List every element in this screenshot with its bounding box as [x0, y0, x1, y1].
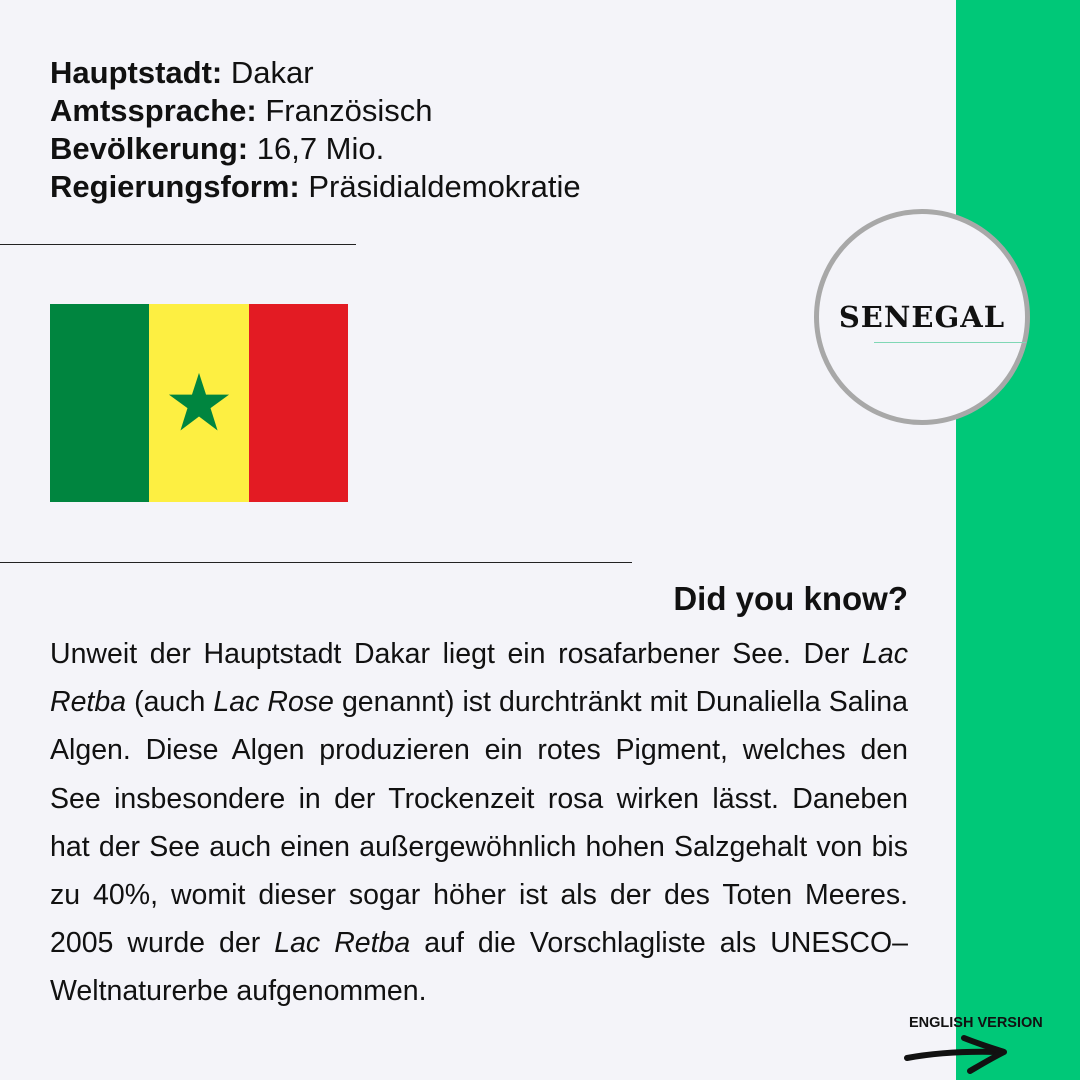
country-name: SENEGAL [838, 300, 1006, 334]
flag-band-green [50, 304, 149, 502]
green-side-bar [956, 0, 1080, 1080]
arrow-right-icon[interactable] [904, 1034, 1010, 1074]
did-you-know-title: Did you know? [673, 580, 908, 617]
fact-language: Amtssprache: Französisch [50, 93, 433, 128]
divider-middle [0, 562, 632, 563]
fact-population: Bevölkerung: 16,7 Mio. [50, 131, 385, 166]
fact-capital: Hauptstadt: Dakar [50, 55, 314, 90]
badge-underline [874, 342, 1026, 343]
country-badge [814, 209, 1030, 425]
english-version-link[interactable]: ENGLISH VERSION [909, 1015, 1043, 1031]
flag-band-red [249, 304, 348, 502]
country-facts [50, 54, 581, 206]
fact-government: Regierungsform: Präsidialdemokratie [50, 169, 581, 204]
senegal-flag [50, 304, 348, 502]
divider-top [0, 244, 356, 245]
flag-star-icon [167, 371, 231, 435]
did-you-know-text: Unweit der Hauptstadt Dakar liegt ein rosafarbener See. Der Lac Retba (auch Lac Rose genannt) ist durchtränkt mit Dunaliella Salina Algen. Diese Algen produzieren ein rotes Pigment, welches den See insbesondere in der Trockenzeit rosa wirken lässt. Daneben hat der See auch einen außergewöhnlich hohen Salzgehalt von bis zu 40%, womit dieser sogar höher ist als der des Toten Meeres. 2005 wurde der Lac Retba auf die Vorschlagliste als UNESCO–Weltnaturerbe aufgenommen. [50, 638, 909, 1008]
